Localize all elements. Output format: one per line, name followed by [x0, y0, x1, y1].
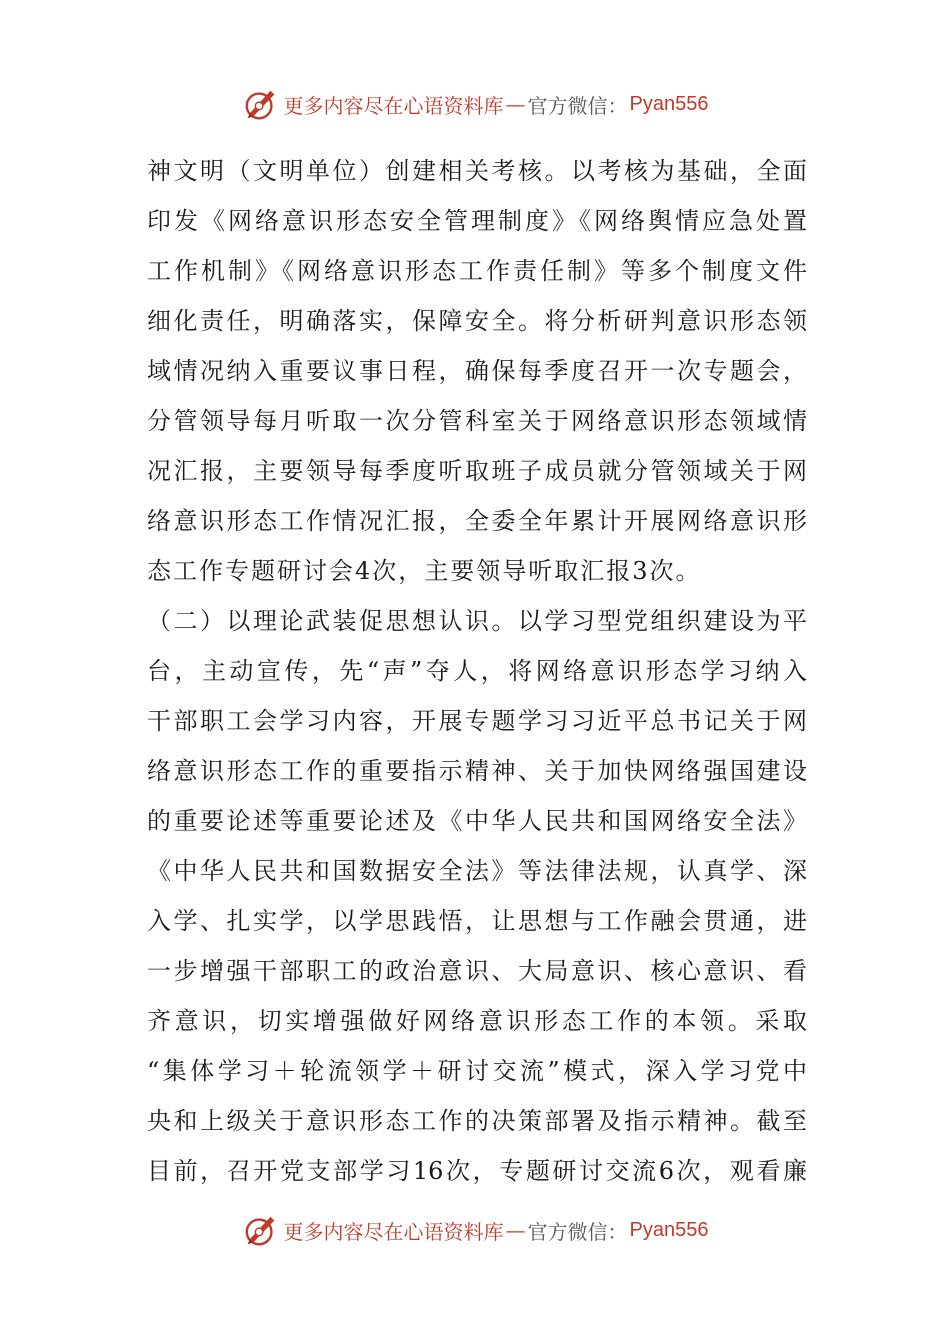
footer-brand-text: 更多内容尽在心语资料库 [283, 1219, 504, 1244]
header-dash: — [505, 92, 526, 116]
body-line: 入学、扎实学，以学思践悟，让思想与工作融会贯通，进 [147, 907, 807, 935]
body-line: 齐意识，切实增强做好网络意识形态工作的本领。采取 [147, 1007, 807, 1035]
document-body [147, 146, 807, 1196]
footer-wechat-label: 官方微信： [527, 1219, 628, 1244]
body-line: （二）以理论武装促思想认识。以学习型党组织建设为平 [147, 607, 807, 635]
body-line: 态工作专题研讨会4次，主要领导听取汇报3次。 [147, 557, 702, 585]
body-line: 《中华人民共和国数据安全法》等法律法规，认真学、深 [147, 857, 807, 885]
pen-logo-icon [242, 1211, 280, 1249]
body-line: 台，主动宣传，先“声”夺人，将网络意识形态学习纳入 [147, 657, 807, 685]
body-line: 目前，召开党支部学习16次，专题研讨交流6次，观看廉 [147, 1157, 807, 1185]
pen-logo-icon [242, 85, 280, 123]
body-line: 分管领导每月听取一次分管科室关于网络意识形态领域情 [147, 407, 807, 435]
header-brand-text: 更多内容尽在心语资料库 [283, 93, 504, 118]
footer-dash: — [505, 1218, 526, 1242]
body-line: “集体学习＋轮流领学＋研讨交流”模式，深入学习党中 [147, 1057, 807, 1085]
footer-wechat-id: Pyan556 [629, 1218, 709, 1241]
header-wechat-id: Pyan556 [629, 92, 709, 115]
body-line: 况汇报，主要领导每季度听取班子成员就分管领域关于网 [147, 457, 807, 485]
body-line: 细化责任，明确落实，保障安全。将分析研判意识形态领 [147, 307, 807, 335]
body-line: 工作机制》《网络意识形态工作责任制》等多个制度文件 [147, 257, 807, 285]
body-line: 央和上级关于意识形态工作的决策部署及指示精神。截至 [147, 1107, 807, 1135]
body-line: 络意识形态工作的重要指示精神、关于加快网络强国建设 [147, 757, 807, 785]
body-line: 域情况纳入重要议事日程，确保每季度召开一次专题会， [147, 357, 807, 385]
body-line: 印发《网络意识形态安全管理制度》《网络舆情应急处置 [147, 207, 807, 235]
body-line: 神文明（文明单位）创建相关考核。以考核为基础，全面 [147, 157, 807, 185]
body-line: 的重要论述等重要论述及《中华人民共和国网络安全法》 [147, 807, 807, 835]
body-line: 干部职工会学习内容，开展专题学习习近平总书记关于网 [147, 707, 807, 735]
footer-watermark [0, 1208, 950, 1252]
header-wechat-label: 官方微信： [527, 93, 628, 118]
body-line: 络意识形态工作情况汇报，全委全年累计开展网络意识形 [147, 507, 807, 535]
header-watermark [0, 82, 950, 126]
body-line: 一步增强干部职工的政治意识、大局意识、核心意识、看 [147, 957, 807, 985]
